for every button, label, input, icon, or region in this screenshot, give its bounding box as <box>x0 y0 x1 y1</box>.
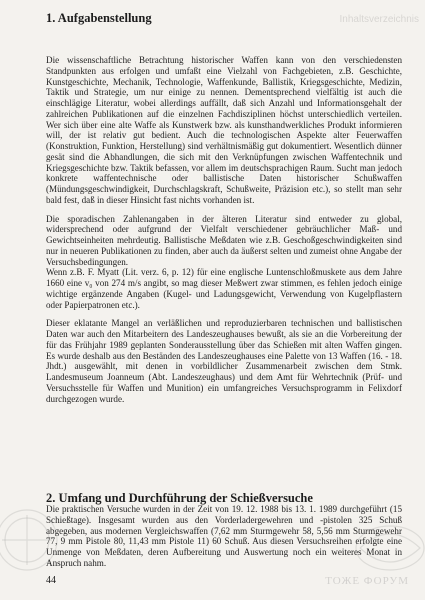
bleed-through-text: Inhaltsverzeichnis <box>339 14 419 25</box>
paragraph: Die wissenschaftliche Betrachtung historischer Waffen kann von den verschiedensten Standpunkten aus erfolgen und umfaßt eine Vielzahl von Fachgebieten, z.B. Geschichte, Kunstgeschichte, Mechanik, Technologie, Waffenkunde, Ballistik, Kriegsgeschichte, Medizin, Taktik und Strategie, um nur einige zu nennen. Dementsprechend vielfältig ist auch die einschlägige Literatur, wobei allerdings auffällt, daß sich Anzahl und Informationsgehalt der zahlreichen Publikationen auf die einzelnen Fachdisziplinen höchst unterschiedlich verteilen. Wer sich über eine alte Waffe als Kunstwerk bzw. als kunsthandwerkliches Produkt informieren will, der ist relativ gut bedient. Auch die technologischen Aspekte alter Feuerwaffen (Konstruktion, Funktion, Herstellung) sind verhältnismäßig gut dokumentiert. Wesentlich dünner gesät sind die Abhandlungen, die sich mit den Verknüpfungen zwischen Waffentechnik und Kriegsgeschichte bzw. Taktik befassen, vor allem im deutschsprachigen Raum. Sucht man jedoch konkrete waffentechnische oder ballistische Daten historischer Schußwaffen (Mündungsgeschwindigkeit, Durchschlagskraft, Schußweite, Präzision etc.), so stellt man sehr bald fest, daß in dieser Hinsicht fast nichts vorhanden ist. <box>46 55 402 205</box>
paragraph: Wenn z.B. F. Myatt (Lit. verz. 6, p. 12) für eine englische Luntenschloßmuskete aus dem Jahre 1660 eine v₀ von 274 m/s angibt, so mag dieser Meßwert zwar stimmen, es fehlen jedoch einige wichtige ergänzende Angaben (Kugel- und Ladungsgewicht, Verwendung von Kugelpflastern oder Papierpatronen etc.). <box>46 267 402 310</box>
section-body-aufgabenstellung <box>46 55 402 404</box>
watermark-text: ТОЖЕ ФОРУМ <box>325 575 409 587</box>
paragraph: Die praktischen Versuche wurden in der Zeit von 19. 12. 1988 bis 13. 1. 1989 durchgeführt (15 Schießtage). Insgesamt wurden aus den Vorderladergewehren und -pistolen 325 Schuß abgegeben, aus modernen Vergleichswaffen (7,62 mm Sturmgewehr 58, 5,56 mm Sturmgewehr 77, 9 mm Pistole 80, 11,43 mm Pistole 11) 60 Schuß. Aus diesen Versuchsreihen erfolgte eine Unmenge von Meßdaten, deren Aufbereitung und Auswertung noch ein weiteres Monat in Anspruch nahm. <box>46 504 402 568</box>
page-number: 44 <box>46 575 56 586</box>
section-heading-umfang: 2. Umfang und Durchführung der Schießversuche <box>46 491 313 505</box>
paragraph: Dieser eklatante Mangel an verläßlichen und reproduzierbaren technischen und ballistischen Daten war auch den Mitarbeitern des Landeszeughauses bewußt, als sie an die Vorbereitung der für das Frühjahr 1989 geplanten Sonderausstellung über das Schießen mit alten Waffen gingen. Es wurde deshalb aus den Beständen des Landeszeughauses eine Palette von 13 Waffen (16. - 18. Jhdt.) ausgewählt, mit denen in vorbildlicher Zusammenarbeit zwischen dem Stmk. Landesmuseum Joanneum (Abt. Landeszeughaus) und dem Amt für Wehrtechnik (Prüf- und Versuchsstelle für Waffen und Munition) ein umfangreiches Versuchsprogramm in Felixdorf durchgezogen wurde. <box>46 318 402 404</box>
paragraph: Die sporadischen Zahlenangaben in der älteren Literatur sind entweder zu global, widersprechend oder aufgrund der Vielfalt verschiedener gebräuchlicher Maß- und Gewichtseinheiten mehrdeutig. Ballistische Meßdaten wie z.B. Geschoßgeschwindigkeiten sind nur in neueren Publikationen zu finden, aber auch da äußerst selten und zumeist ohne Angabe der Versuchsbedingungen. <box>46 213 402 267</box>
section-heading-aufgabenstellung: 1. Aufgabenstellung <box>46 11 152 25</box>
watermark-emblem-icon <box>335 520 425 580</box>
watermark-emblem-icon <box>0 500 92 580</box>
